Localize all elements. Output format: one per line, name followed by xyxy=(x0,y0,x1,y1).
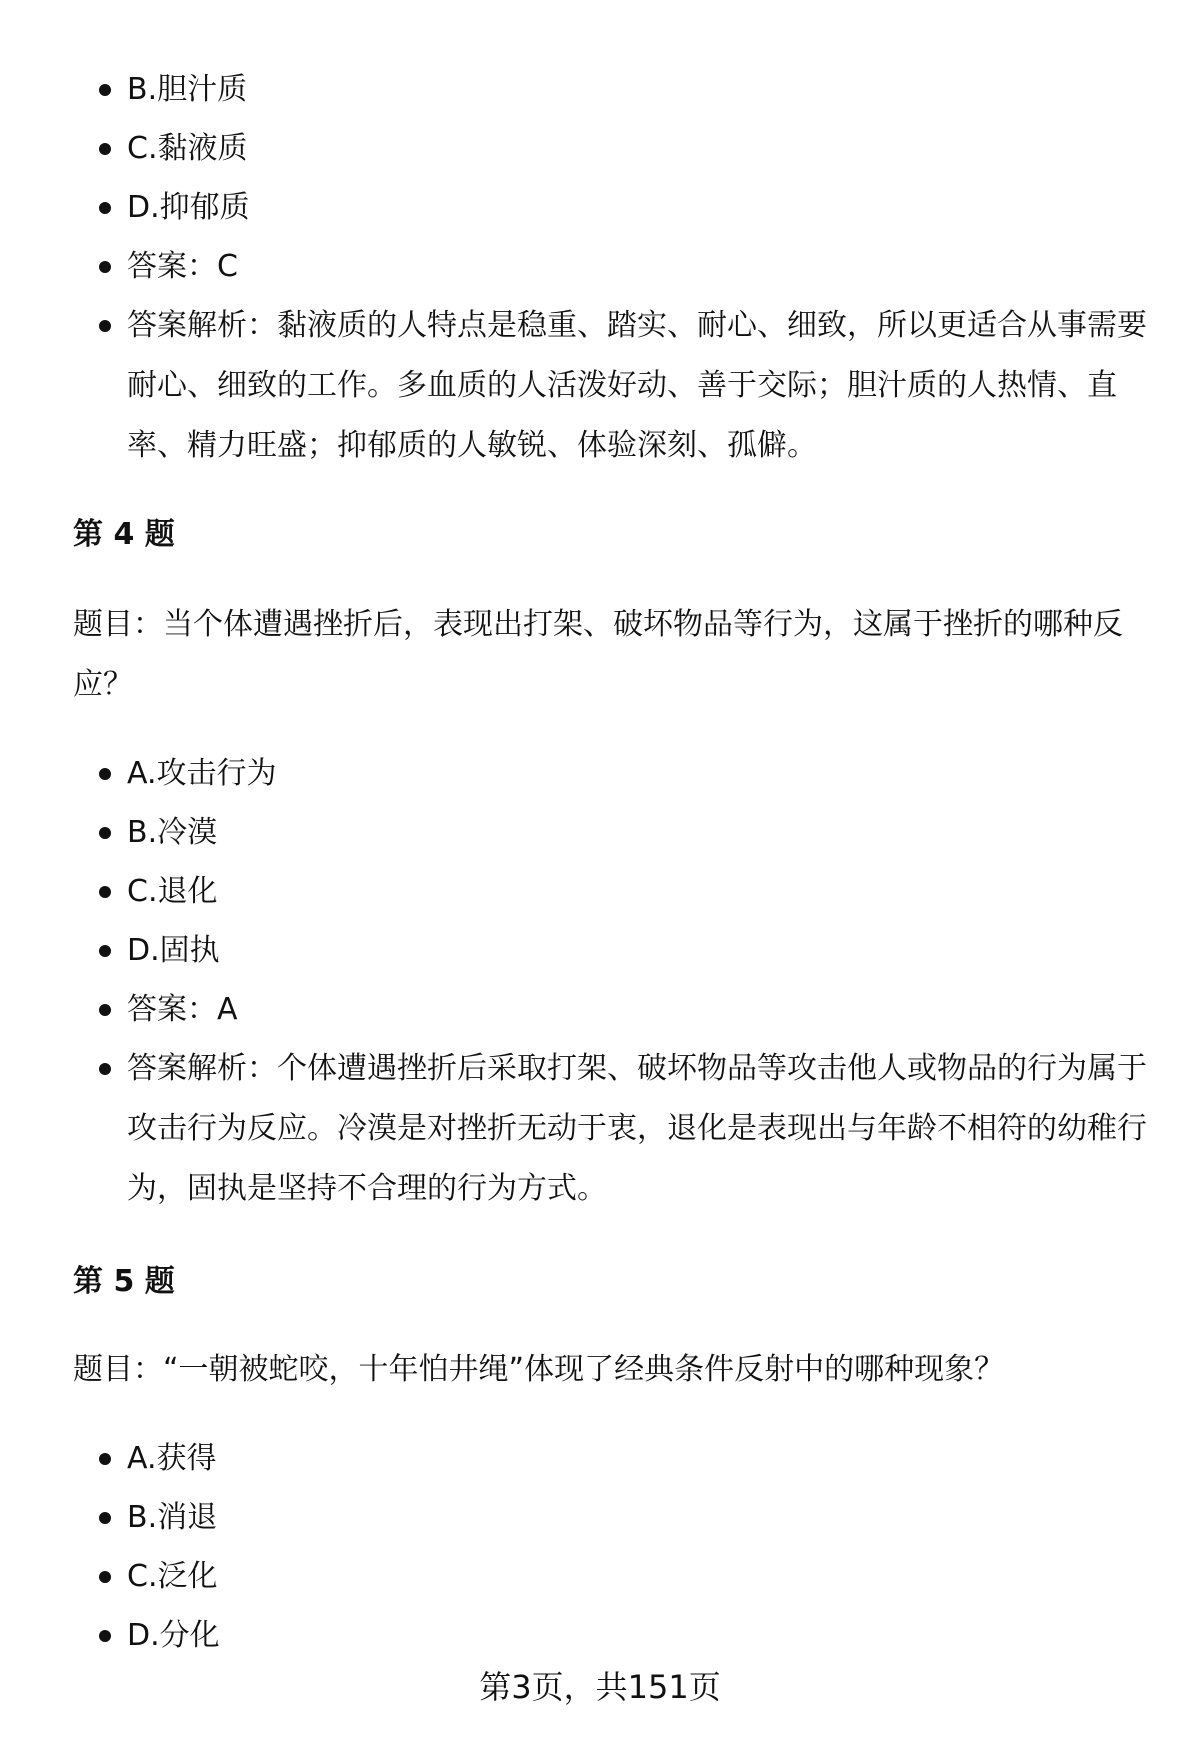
question-line: 题目：“一朝被蛇咬，十年怕井绳”体现了经典条件反射中的哪种现象？ xyxy=(73,1352,1005,1387)
option-text: A.获得 xyxy=(127,1441,217,1476)
option-item xyxy=(0,119,1200,178)
analysis-line: 攻击行为反应。冷漠是对挫折无动于衷，退化是表现出与年龄不相符的幼稚行 xyxy=(127,1111,1147,1146)
page-number: 第3页，共151页 xyxy=(479,1668,721,1706)
answer-item xyxy=(0,980,1200,1039)
question-text xyxy=(73,595,1153,715)
analysis-line: 耐心、细致的工作。多血质的人活泼好动、善于交际；胆汁质的人热情、直 xyxy=(127,368,1117,403)
question-text xyxy=(73,1340,1153,1400)
analysis-line: 答案解析：个体遭遇挫折后采取打架、破坏物品等攻击他人或物品的行为属于 xyxy=(127,1051,1147,1086)
question-line: 应？ xyxy=(73,667,133,702)
analysis-item xyxy=(0,1039,1200,1219)
option-text: B.胆汁质 xyxy=(127,72,248,107)
option-text: C.黏液质 xyxy=(127,131,248,166)
bullet-icon xyxy=(99,945,111,957)
option-text: B.冷漠 xyxy=(127,815,218,850)
option-item xyxy=(0,803,1200,862)
bullet-icon xyxy=(99,1512,111,1524)
question-heading: 第 4 题 xyxy=(73,517,175,552)
analysis-line: 答案解析：黏液质的人特点是稳重、踏实、耐心、细致，所以更适合从事需要 xyxy=(127,308,1147,343)
bullet-icon xyxy=(99,1004,111,1016)
option-item xyxy=(0,1488,1200,1547)
option-item xyxy=(0,921,1200,980)
option-item xyxy=(0,1429,1200,1488)
analysis-line: 率、精力旺盛；抑郁质的人敏锐、体验深刻、孤僻。 xyxy=(127,428,817,463)
q5-option-list xyxy=(0,1429,1200,1665)
answer-item xyxy=(0,237,1200,296)
option-text: D.固执 xyxy=(127,933,220,968)
option-item xyxy=(0,862,1200,921)
question-heading: 第 5 题 xyxy=(73,1264,175,1299)
option-item xyxy=(0,1606,1200,1665)
option-text: D.抑郁质 xyxy=(127,190,250,225)
bullet-icon xyxy=(99,827,111,839)
bullet-icon xyxy=(99,261,111,273)
option-item xyxy=(0,744,1200,803)
bullet-icon xyxy=(99,1063,111,1075)
bullet-icon xyxy=(99,1630,111,1642)
question-line: 题目：当个体遭遇挫折后，表现出打架、破坏物品等行为，这属于挫折的哪种反 xyxy=(73,607,1123,642)
q3-option-list xyxy=(0,60,1200,476)
bullet-icon xyxy=(99,84,111,96)
option-item xyxy=(0,1547,1200,1606)
bullet-icon xyxy=(99,320,111,332)
bullet-icon xyxy=(99,1571,111,1583)
analysis-line: 为，固执是坚持不合理的行为方式。 xyxy=(127,1171,607,1206)
option-text: C.泛化 xyxy=(127,1559,218,1594)
q4-option-list xyxy=(0,744,1200,1219)
bullet-icon xyxy=(99,768,111,780)
bullet-icon xyxy=(99,1453,111,1465)
option-text: B.消退 xyxy=(127,1500,218,1535)
option-item xyxy=(0,178,1200,237)
answer-text: 答案：A xyxy=(127,992,238,1027)
answer-text: 答案：C xyxy=(127,249,238,284)
option-text: D.分化 xyxy=(127,1618,220,1653)
option-text: A.攻击行为 xyxy=(127,756,277,791)
option-text: C.退化 xyxy=(127,874,218,909)
bullet-icon xyxy=(99,202,111,214)
bullet-icon xyxy=(99,886,111,898)
analysis-item xyxy=(0,296,1200,476)
option-item xyxy=(0,60,1200,119)
bullet-icon xyxy=(99,143,111,155)
